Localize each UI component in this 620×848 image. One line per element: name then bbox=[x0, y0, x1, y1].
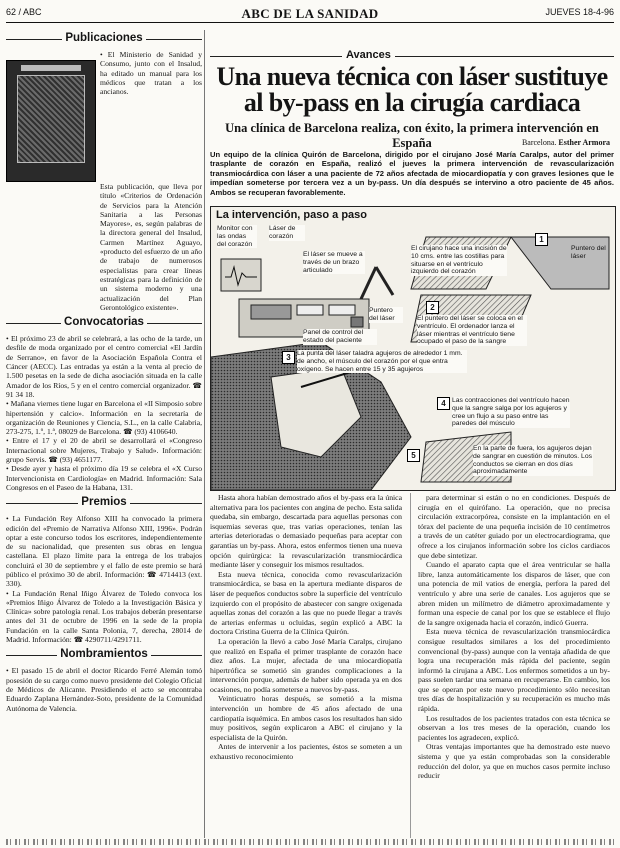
label-pointer: Puntero del láser bbox=[571, 245, 606, 260]
label-monitor: Monitor con las ondas del corazón bbox=[217, 225, 257, 248]
article-column-2 bbox=[418, 493, 610, 838]
step-4-number: 4 bbox=[437, 397, 450, 410]
page-number: 62 / ABC bbox=[6, 7, 42, 17]
article-column-1 bbox=[210, 493, 402, 838]
step-1-text: El cirujano hace una incisión de 10 cms. entre las costillas para situarse en el ventrículo izquierdo del corazón bbox=[411, 245, 507, 276]
left-column bbox=[6, 30, 202, 838]
avances-kicker: Avances bbox=[210, 50, 614, 62]
body-paragraph: Otras ventajas importantes que ha demostrado este nuevo sistema y que ya están comprobadas son la considerable reducción del dolor, ya que en muchos casos permite incluso reducir bbox=[418, 742, 610, 781]
body-paragraph: Cuando el aparato capta que el área ventricular se halla libre, lanza automáticamente los disparos de láser, que con una potencia de mil vatios de energía, perfora la pared del ventrículo y abre una serie de canales. Los agujeros que se abren miden un milímetro de diámetro aproximadamente y forman una especie de canal por los que se establece el flujo de la sangre oxigenada hacia el corazón, indicó Guerra. bbox=[418, 560, 610, 627]
body-paragraph: Veinticuatro horas después, se sometió a la misma intervención un hombre de 45 años afectado de una cardiopatía isquémica. En ambos casos los resultados han sido muy positivos, según explicaron a ABC el cirujano y la especialista de la Quirón. bbox=[210, 694, 402, 742]
label-laser: Láser de corazón bbox=[269, 225, 305, 241]
column-divider bbox=[204, 30, 205, 838]
nombramientos-heading: Nombramientos bbox=[6, 648, 202, 662]
article-lead: Un equipo de la clínica Quirón de Barcelona, dirigido por el cirujano José María Caralps, autor del primer trasplante de corazón en España, realizó el jueves la primera intervención de revascularización transmiocárdica con láser a una paciente de 72 años afectada de miocardiopatía y con graves lesiones que le impedían someterse por tercera vez a un by-pass. Un día después se intervino a otro paciente de 45 años. Ambos se recuperan favorablemente. bbox=[210, 150, 614, 197]
byline-city: Barcelona. bbox=[521, 138, 557, 147]
body-paragraph: La operación la llevó a cabo José María Caralps, cirujano que realizó en España el primer trasplante de corazón hace diez años. La mujer, afectada de una miocardiopatía hipertrófica se sometió sin grandes complicaciones a la intervención porque, además de haber sido operada ya en dos ocasiones, no podía someterse a nuevos by-pass. bbox=[210, 636, 402, 694]
footer-barcode-strip bbox=[6, 839, 614, 845]
body-paragraph: Antes de intervenir a los pacientes, éstos se someten a un exhaustivo reconocimiento bbox=[210, 742, 402, 762]
premios-text: • La Fundación Rey Alfonso XIII ha convocado la primera edición del «Premio de Narrativa Alfonso XIII, 1996». Podrán optar a este concurso todos los escritores, independientemente de su nacionalidad, que presenten sus obras en lengua castellana. El plazo límite para la entrega de los trabajos concluirá el 30 de septiembre y el fallo de este premio se hará público el próximo 30 de abril. Información: ☎ 4714413 (ext. 330). • La Fundación Renal Iñigo Álvarez de Toledo convoca los «Premios Iñigo Álvarez de Toledo a la Investigación Básica y Clínica» sobre patología renal. Los trabajos deberán presentarse antes del 31 de octubre de 1996 en la sede de la propia Fundación en la calle Santa Polonia, 7, derecha, 28014 de Madrid. Información: ☎ 4290711/4291711. bbox=[6, 514, 202, 645]
section-title: ABC DE LA SANIDAD bbox=[241, 6, 379, 21]
body-column-divider bbox=[410, 493, 411, 838]
body-paragraph: Hasta ahora habían demostrado años el by-pass era la única alternativa para los pacientes con angina de pecho. Esta salida quedaba, sin embargo, descartada para aquellas personas con isquemias severas que, tras varias operaciones, tenían las arterias deterioradas o demasiado pequeñas para aceptar con garantías un by-pass. Ahora, estos enfermos tienen una nueva opción quirúrgica: la revascularización transmiocárdica mediante láser y conseguir los mismos resultados. bbox=[210, 493, 402, 570]
publicaciones-heading: Publicaciones bbox=[6, 32, 202, 46]
body-paragraph: Los resultados de los pacientes tratados con esta técnica se observan a los tres meses de la operación, cuando los pacientes los agradecen, explicó. bbox=[418, 713, 610, 742]
convocatorias-heading: Convocatorias bbox=[6, 316, 202, 330]
infographic bbox=[210, 206, 616, 491]
page-date: JUEVES 18-4-96 bbox=[545, 7, 614, 17]
step-5-number: 5 bbox=[407, 449, 420, 462]
step-4-text: Las contracciones del ventrículo hacen que la sangre salga por los agujeros y cree un flujo a su paso entre las paredes del músculo bbox=[452, 397, 570, 428]
nombramientos-text: • El pasado 15 de abril el doctor Ricardo Ferré Alemán tomó posesión de su cargo como nuevo presidente del Colegio Oficial de Médicos de Alicante. Presidiendo el acto se encontraba Eduardo Zaplana Hernández-Soto, presidente de la Comunidad Autónoma de Valencia. bbox=[6, 666, 202, 713]
byline-author: Esther Armora bbox=[558, 138, 610, 147]
article-subhead: Una clínica de Barcelona realiza, con éxito, la primera intervención en España bbox=[225, 121, 599, 150]
manual-cover-image bbox=[6, 60, 96, 182]
convocatorias-text: • El próximo 23 de abril se celebrará, a las ocho de la tarde, un desfile de moda organizado por el centro comercial «El Jardín de Serrano», en favor de la Asociación Española Contra el Cáncer (AECC). Las entradas ya están a la venta al precio de 1.500 pesetas en la sede de dicha asociación situada en la calle Amador de los Ríos, 5 y en el centro comercial organizador. ☎ 91 34 18. • Mañana viernes tiene lugar en Barcelona el «II Simposio sobre hipertensión y calcio». Información en la secretaría de organización de Reuniones y Ciencia, S.L., en la calle Calabria, 273-275, 1.º, 1.ª, 08029 de Barcelona. ☎ (93) 4106640. • Entre el 17 y el 20 de abril se desarrollará el «Congreso Internacional sobre Mujeres, Trabajo y Salud». Información: grupo Servis. ☎ (93) 4651177. • Desde ayer y hasta el próximo día 19 se celebra el «X Curso Intervencionista en Cardiología» en Madrid. Información: Sala Congresos en el Paseo de la Habana, 131. bbox=[6, 334, 202, 492]
publicaciones-block bbox=[6, 50, 202, 240]
publicaciones-text-a: • El Ministerio de Sanidad y Consumo, junto con el Insalud, ha editado un manual para los médicos que tratan a los ancianos. bbox=[100, 50, 202, 97]
label-panel: Panel de control del estado del paciente bbox=[303, 329, 377, 345]
body-paragraph: para determinar si están o no en condiciones. Después de cirugía en el quirófano. La operación, que no precisa circulación extracorpórea, consiste en la implantación en el tórax del paciente de una pequeña incisión de 10 centímetros a través de un catéter guiado por un electrocardiograma, que ofrece a los cirujanos información sobre los ciclos cardiacos que debe sintetizar. bbox=[418, 493, 610, 560]
article-headline: Una nueva técnica con láser sustituye al by-pass en la cirugía cardiaca bbox=[216, 62, 608, 117]
step-3-number: 3 bbox=[282, 351, 295, 364]
step-3-text: La punta del láser taladra agujeros de alrededor 1 mm. de ancho, el músculo del corazón por el que entra oxígeno. Se hacen entre 15 y 35 agujeros bbox=[297, 350, 467, 373]
label-tip: Puntero del láser bbox=[369, 307, 403, 323]
step-2-number: 2 bbox=[426, 301, 439, 314]
label-arm: El láser se mueve a través de un brazo articulado bbox=[303, 251, 365, 274]
premios-heading: Premios bbox=[6, 496, 202, 510]
step-1-number: 1 bbox=[535, 233, 548, 246]
infographic-title: La intervención, paso a paso bbox=[216, 209, 367, 221]
page-header bbox=[6, 6, 614, 23]
body-paragraph: Esta nueva técnica, conocida como revascularización transmiocárdica, se basa en la apertura mediante disparos de láser de pequeños conductos sobre la superficie del ventrículo izquierdo con el propósito de abastecer con sangre oxigenada aquellas zonas del corazón a las que no puede llegar a través de arterias enfermas u ocluidas, según explicó a ABC la doctora Cristina Guerra de la Clínica Quirón. bbox=[210, 569, 402, 637]
article-byline bbox=[210, 138, 610, 147]
publicaciones-text-b: Esta publicación, que lleva por título «Criterios de Ordenación de Servicios para la Atención Sanitaria a las Personas Mayores», es, según palabras de la directora general del Insalud, Carmen Martínez Aguayo, «producto del esfuerzo de un año de trabajo de numerosos especialistas para crear líneas estratégicas para la definición de un sistema moderno y una actualización del Plan Gerontológico existente». bbox=[100, 182, 202, 312]
step-5-text: En la parte de fuera, los agujeros dejan de sangrar en cuestión de minutos. Los conductos se cierran en dos días aproximadamente bbox=[473, 445, 593, 476]
step-2-text: El puntero del láser se coloca en el ventrículo. El ordenador lanza el láser mientras el ventrículo tiene ocupado el paso de la sangre bbox=[417, 315, 527, 346]
body-paragraph: Esta nueva técnica de revascularización transmiocárdica consigue resultados similares a los del procedimiento convencional (by-pass) aunque con la ventaja añadida de que logra una recuperación más rápida del paciente, según informó la cirujana a ABC. Los enfermos sometidos a un by-pass suelen tardar una semana en recuperarse. En cambio, los que se operan por este nuevo procedimiento sólo necesitan tres días de hospitalización y su recuperación es mucho más rápida. bbox=[418, 627, 610, 714]
